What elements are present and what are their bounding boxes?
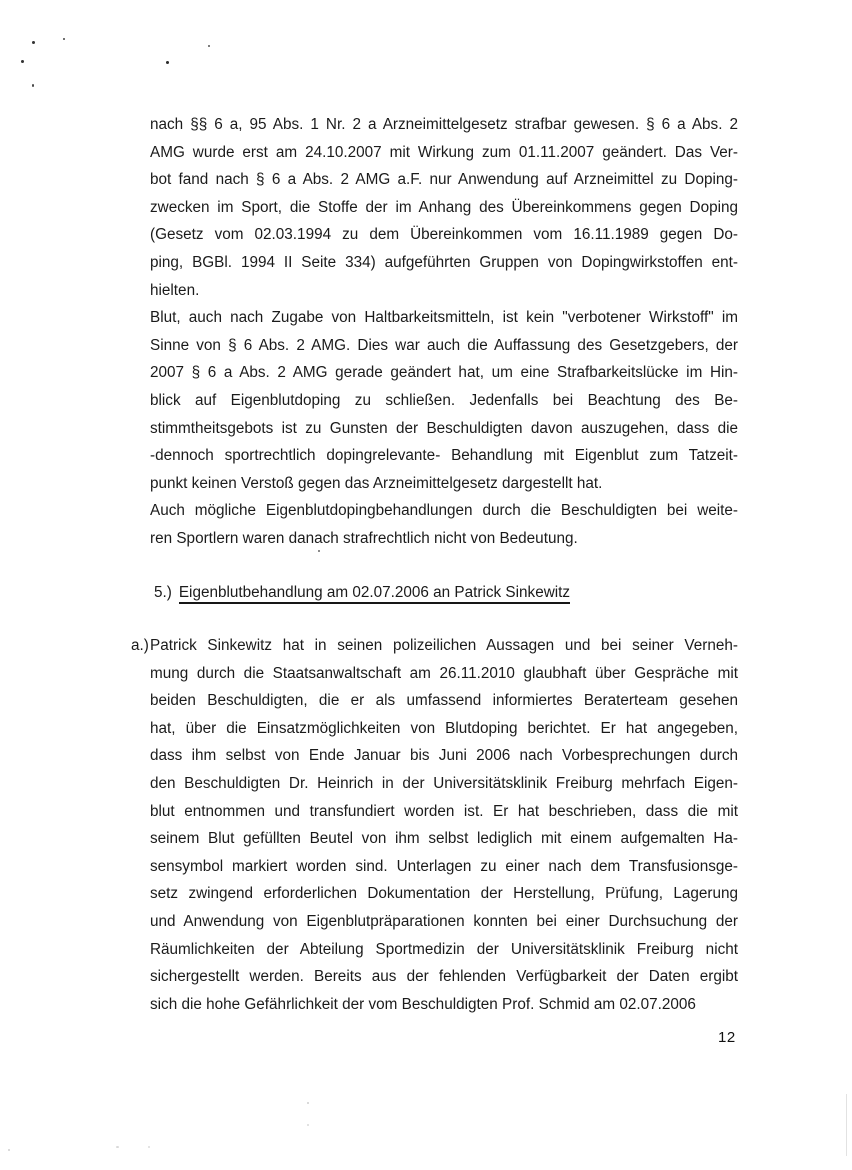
document-text <box>131 111 738 1018</box>
text-line: hat, über die Einsatzmöglichkeiten von Blutdoping berichtet. Er hat angegeben, <box>150 719 738 737</box>
text-line: Sinne von § 6 Abs. 2 AMG. Dies war auch die Auffassung des Gesetzgebers, der <box>150 336 738 354</box>
text-line: und Anwendung von Eigenblutpräparationen konnten bei einer Durchsuchung der <box>150 913 738 931</box>
text-line: Räumlichkeiten der Abteilung Sportmedizin der Universitätsklinik Freiburg nicht <box>150 940 738 958</box>
text-line: -dennoch sportrechtlich dopingrelevante- Behandlung mit Eigenblut zum Tatzeit- <box>150 447 738 465</box>
text-line: beiden Beschuldigten, die er als umfassend informiertes Beraterteam gesehen <box>150 692 738 710</box>
text-line: ping, BGBl. 1994 II Seite 334) aufgeführten Gruppen von Dopingwirkstoffen ent- <box>150 253 738 271</box>
paragraph <box>150 497 738 552</box>
page-number: 12 <box>718 1029 736 1046</box>
scan-speckle <box>166 61 169 64</box>
text-line: dass ihm selbst von Ende Januar bis Juni 2006 nach Vorbesprechungen durch <box>150 747 738 765</box>
text-line: sensymbol markiert worden sind. Unterlagen zu einer nach dem Transfusionsge- <box>150 857 738 875</box>
text-line: hielten. <box>150 281 200 299</box>
text-line: Patrick Sinkewitz hat in seinen polizeilichen Aussagen und bei seiner Verneh- <box>150 637 738 655</box>
text-line: (Gesetz vom 02.03.1994 zu dem Übereinkommen vom 16.11.1989 gegen Do- <box>150 226 738 244</box>
scan-speckle <box>32 84 34 87</box>
text-line: seinem Blut gefüllten Beutel von ihm selbst lediglich mit einem aufgemalten Ha- <box>150 830 738 848</box>
text-line: ren Sportlern waren danach strafrechtlich nicht von Bedeutung. <box>150 529 578 547</box>
text-line: nach §§ 6 a, 95 Abs. 1 Nr. 2 a Arzneimittelgesetz strafbar gewesen. § 6 a Abs. 2 <box>150 116 738 133</box>
text-line: stimmtheitsgebots ist zu Gunsten der Beschuldigten davon auszugehen, dass die <box>150 419 738 437</box>
text-line: blick auf Eigenblutdoping zu schließen. Jedenfalls bei Beachtung des Be- <box>150 391 738 409</box>
section-heading <box>150 579 738 607</box>
paragraph <box>150 111 738 304</box>
text-line: Blut, auch nach Zugabe von Haltbarkeitsmitteln, ist kein "verbotener Wirkstoff" im <box>150 309 738 327</box>
scan-speckle <box>148 1146 150 1148</box>
heading-text: Eigenblutbehandlung am 02.07.2006 an Patrick Sinkewitz <box>179 584 570 604</box>
text-line: Auch mögliche Eigenblutdopingbehandlungen durch die Beschuldigten bei weite- <box>150 502 738 520</box>
scan-speckle <box>208 45 210 47</box>
scan-edge-line <box>846 1094 847 1156</box>
paragraph <box>131 632 738 1018</box>
scan-speckle <box>318 550 320 552</box>
text-line: den Beschuldigten Dr. Heinrich in der Universitätsklinik Freiburg mehrfach Eigen- <box>150 775 738 793</box>
text-line: mung durch die Staatsanwaltschaft am 26.11.2010 glaubhaft über Gespräche mit <box>150 664 738 682</box>
text-line: sichergestellt werden. Bereits aus der fehlenden Verfügbarkeit der Daten ergibt <box>150 968 738 986</box>
text-line: zwecken im Sport, die Stoffe der im Anhang des Übereinkommens gegen Doping <box>150 198 738 216</box>
scan-speckle <box>307 1124 309 1126</box>
scan-speckle <box>21 60 24 63</box>
text-line: AMG wurde erst am 24.10.2007 mit Wirkung zum 01.11.2007 geändert. Das Ver- <box>150 143 738 161</box>
text-line: punkt keinen Verstoß gegen das Arzneimittelgesetz dargestellt hat. <box>150 474 603 492</box>
text-line: 2007 § 6 a Abs. 2 AMG gerade geändert hat, um eine Strafbarkeitslücke im Hin- <box>150 364 738 382</box>
scan-speckle <box>307 1102 309 1104</box>
list-label: a.) <box>131 637 149 655</box>
scan-speckle <box>116 1146 119 1148</box>
text-line: blut entnommen und transfundiert worden ist. Er hat beschrieben, dass die mit <box>150 802 738 820</box>
text-line: sich die hohe Gefährlichkeit der vom Beschuldigten Prof. Schmid am 02.07.2006 <box>150 995 696 1013</box>
list-label: 5.) <box>154 583 172 601</box>
text-line: bot fand nach § 6 a Abs. 2 AMG a.F. nur Anwendung auf Arzneimittel zu Doping- <box>150 171 738 189</box>
scan-speckle <box>32 41 35 44</box>
text-line: setz zwingend erforderlichen Dokumentation der Herstellung, Prüfung, Lagerung <box>150 885 738 903</box>
paragraph <box>150 304 738 497</box>
scan-speckle <box>63 38 65 40</box>
scan-speckle <box>8 1149 10 1151</box>
